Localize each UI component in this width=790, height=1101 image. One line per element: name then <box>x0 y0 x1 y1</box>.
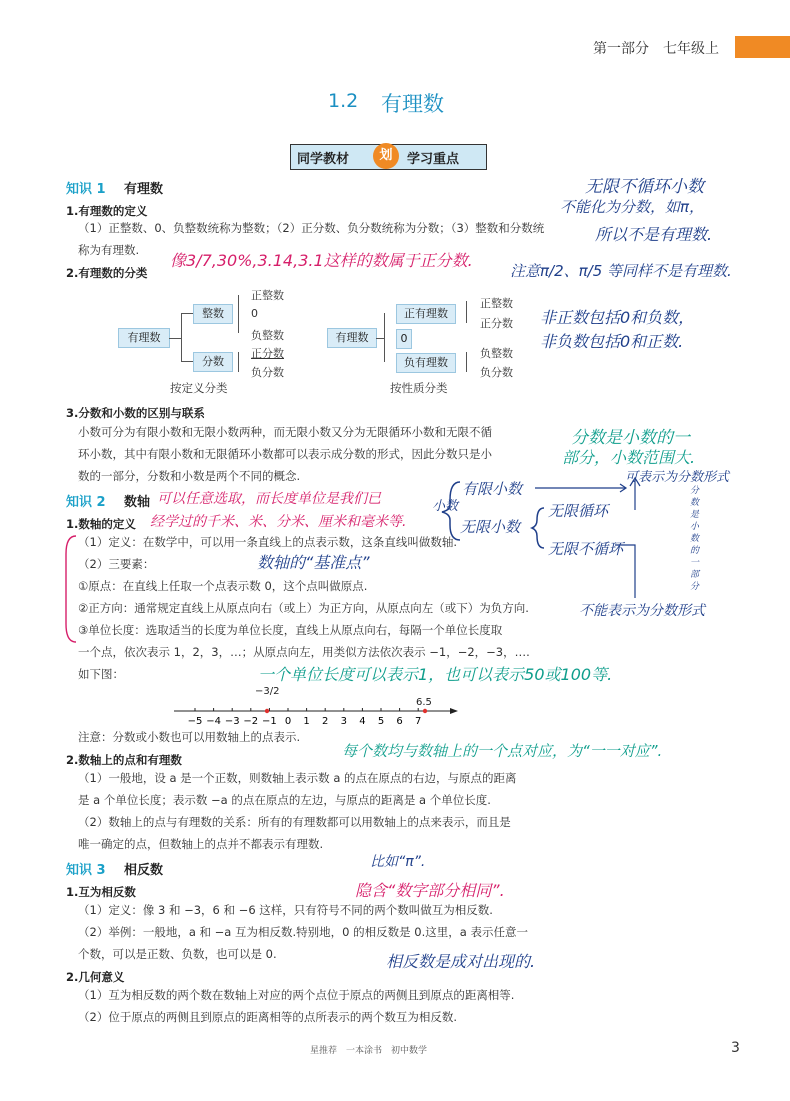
k1-s3: 3.分数和小数的区别与联系 <box>66 406 205 420</box>
k3-label: 知识 3 <box>66 863 106 878</box>
k2-p1: （1）定义：在数学中，可以用一条直线上的点表示数，这条直线叫做数轴. <box>78 535 457 549</box>
k2-p3: ①原点：在直线上任取一个点表示数 0，这个点叫做原点. <box>78 579 368 593</box>
axis-tick-label: −5 <box>187 716 203 727</box>
page-number: 3 <box>731 1040 740 1056</box>
tree1-fv <box>238 352 239 372</box>
tree2-zero: 0 <box>396 329 412 349</box>
k1-s1: 1.有理数的定义 <box>66 204 148 218</box>
k2-q1b: 是 a 个单位长度；表示数 −a 的点在原点的左边，与原点的距离是 a 个单位长度. <box>78 793 491 807</box>
axis-neg-label: −3/2 <box>255 686 280 697</box>
tree2-caption: 按性质分类 <box>390 381 448 395</box>
k1-p3c: 数的一部分，分数和小数是两个不同的概念. <box>78 469 301 483</box>
note-6d: 无限不循环 <box>548 540 624 558</box>
k2-s1: 1.数轴的定义 <box>66 517 136 531</box>
k2-p6: 一个点，依次表示 1，2，3，…；从原点向左，用类似方法依次表示 −1，−2，−3，…. <box>78 645 530 659</box>
tree2-pi: 正整数 <box>480 297 513 310</box>
footer-center: 星推荐 一本涂书 初中数学 <box>310 1046 428 1056</box>
tree1-pf: 正分数 <box>251 347 284 360</box>
axis-tick-label: 0 <box>284 716 292 727</box>
note-10: 每个数均与数轴上的一个点对应，为“一一对应”. <box>342 742 663 760</box>
tree1-ni: 负整数 <box>251 329 284 342</box>
note-7b: 经学过的千米、米、分米、厘米和毫米等. <box>150 514 407 530</box>
note-4b: 非负数包括0和正数. <box>540 332 684 351</box>
note-4a: 非正数包括0和负数， <box>540 308 695 327</box>
note-5b: 部分，小数范围大. <box>562 448 696 467</box>
note-6g: 分数是小数的一部分 <box>690 486 700 592</box>
note-5a: 分数是小数的一 <box>571 428 690 448</box>
tree2-nf: 负分数 <box>480 366 513 379</box>
k2-q2b: 唯一确定的点，但数轴上的点并不都表示有理数. <box>78 837 324 851</box>
banner-left: 同学教材 <box>297 152 350 167</box>
note-1a: 无限不循环小数 <box>585 177 704 197</box>
k3-s2: 2.几何意义 <box>66 970 125 984</box>
note-6c: 无限循环 <box>548 502 609 520</box>
note-7a: 可以任意选取，而长度单位是我们已 <box>157 491 381 507</box>
banner-badge: 划 <box>373 143 399 169</box>
note-6f: 不能表示为分数形式 <box>579 603 705 619</box>
page-title: 有理数 <box>381 92 444 116</box>
tree1-h1 <box>181 313 193 314</box>
axis-tick-label: 5 <box>377 716 385 727</box>
k3-title: 相反数 <box>124 863 164 878</box>
k2-note: 注意：分数或小数也可以用数轴上的点表示. <box>78 730 301 744</box>
tree1-iv <box>238 295 239 333</box>
k1-p1b: 称为有理数. <box>78 243 140 257</box>
banner-right: 学习重点 <box>407 152 460 167</box>
note-6h: 小数 <box>432 499 459 514</box>
k2-label: 知识 2 <box>66 495 106 510</box>
k2-p7: 如下图： <box>78 667 124 681</box>
k2-s2: 2.数轴上的点和有理数 <box>66 753 182 767</box>
k2-p4: ②正方向：通常规定直线上从原点向右（或上）为正方向，从原点向左（或下）为负方向. <box>78 601 529 615</box>
section-number: 1.2 <box>328 90 359 112</box>
arrow-bottom <box>615 545 635 598</box>
k2-p5: ③单位长度：选取适当的长度为单位长度，直线上从原点向右，每隔一个单位长度取 <box>78 623 503 637</box>
point-pos <box>423 709 427 713</box>
brace-sub <box>532 508 544 548</box>
tree1-h2 <box>181 361 193 362</box>
header-grade: 七年级上 <box>663 41 719 57</box>
k1-p1a: （1）正整数、0、负整数统称为整数；（2）正分数、负分数统称为分数；（3）整数和分数统 <box>78 221 545 235</box>
tree2-root: 有理数 <box>327 328 377 348</box>
note-6e: 可表示为分数形式 <box>625 470 730 485</box>
note-1c: 所以不是有理数. <box>595 225 713 244</box>
k2-q2a: （2）数轴上的点与有理数的关系：所有的有理数都可以用数轴上的点来表示，而且是 <box>78 815 511 829</box>
k2-q1a: （1）一般地，设 a 是一个正数，则数轴上表示数 a 的点在原点的右边，与原点的距离 <box>78 771 517 785</box>
axis-arrow <box>450 708 458 714</box>
k2-p2: （2）三要素： <box>78 557 155 571</box>
axis-tick-label: 7 <box>415 716 422 727</box>
k3-g2: （2）位于原点的两侧且到原点的距离相等的点所表示的两个数互为相反数. <box>78 1010 457 1024</box>
tree2-pv <box>466 301 467 323</box>
axis-pos-label: 6.5 <box>416 697 432 708</box>
tree2-pos: 正有理数 <box>396 304 456 324</box>
k3-p1: （1）定义：像 3 和 −3，6 和 −6 这样，只有符号不同的两个数叫做互为相反数. <box>78 903 493 917</box>
note-2: 像3/7,30%,3.14,3.1这样的数属于正分数. <box>170 251 473 270</box>
axis-tick-label: −4 <box>206 716 221 727</box>
tree1-vert <box>181 313 182 361</box>
k3-p2a: （2）举例：一般地，a 和 −a 互为相反数.特别地，0 的相反数是 0.这里，a 表示任意一 <box>78 925 528 939</box>
note-11: 比如“π”. <box>370 854 426 870</box>
k3-g1: （1）互为相反数的两个数在数轴上对应的两个点位于原点的两侧且到原点的距离相等. <box>78 988 515 1002</box>
tree1-root: 有理数 <box>118 328 170 348</box>
axis-tick-label: −1 <box>262 716 277 727</box>
tree2-pf: 正分数 <box>480 317 513 330</box>
tree1-pi: 正整数 <box>251 289 284 302</box>
tree2-conn <box>376 338 384 339</box>
bracket-path <box>66 536 76 642</box>
tree1-nf: 负分数 <box>251 366 284 379</box>
k1-p3a: 小数可分为有限小数和无限小数两种，而无限小数又分为无限循环小数和无限不循 <box>78 425 492 439</box>
axis-elements-bracket <box>64 534 78 644</box>
tree1-int: 整数 <box>193 304 233 324</box>
note-8: 数轴的“基准点” <box>257 553 370 572</box>
tree1-conn <box>169 338 181 339</box>
tree1-caption: 按定义分类 <box>170 381 228 395</box>
k1-s2: 2.有理数的分类 <box>66 266 148 280</box>
axis-tick-label: 4 <box>359 716 366 727</box>
axis-tick-label: 1 <box>303 716 310 727</box>
k2-title: 数轴 <box>124 495 151 510</box>
axis-tick-label: 3 <box>340 716 347 727</box>
header-accent-bar <box>735 36 790 58</box>
axis-tick-label: 2 <box>322 716 329 727</box>
axis-tick-label: −2 <box>243 716 259 727</box>
note-9: 一个单位长度可以表示1，也可以表示50或100等. <box>258 665 613 684</box>
decimal-brace-diagram <box>440 470 700 620</box>
axis-tick-label: −3 <box>224 716 240 727</box>
tree1-zero: 0 <box>251 307 258 320</box>
brace-main <box>442 482 460 540</box>
k1-p3b: 环小数，其中有限小数和无限循环小数都可以表示成分数的形式，因此分数只是小 <box>78 447 492 461</box>
tree2-vert <box>384 313 385 362</box>
tree2-nv <box>466 352 467 372</box>
k1-title: 有理数 <box>124 182 164 197</box>
tree1-frac: 分数 <box>193 352 233 372</box>
note-6b: 无限小数 <box>460 518 521 536</box>
note-3: 注意π/2、π/5 等同样不是有理数. <box>510 262 732 280</box>
note-13: 相反数是成对出现的. <box>386 952 536 971</box>
tree2-neg: 负有理数 <box>396 353 456 373</box>
k1-label: 知识 1 <box>66 182 106 197</box>
note-6a: 有限小数 <box>462 480 523 498</box>
point-neg <box>265 709 269 713</box>
tree2-ni: 负整数 <box>480 347 513 360</box>
k3-s1: 1.互为相反数 <box>66 885 136 899</box>
axis-tick-label: 6 <box>396 716 403 727</box>
note-12: 隐含“数字部分相同”. <box>355 881 505 900</box>
header-part: 第一部分 <box>593 41 649 57</box>
banner <box>290 144 487 170</box>
k3-p2b: 个数，可以是正数、负数，也可以是 0. <box>78 947 277 961</box>
note-1b: 不能化为分数，如π， <box>560 198 705 216</box>
